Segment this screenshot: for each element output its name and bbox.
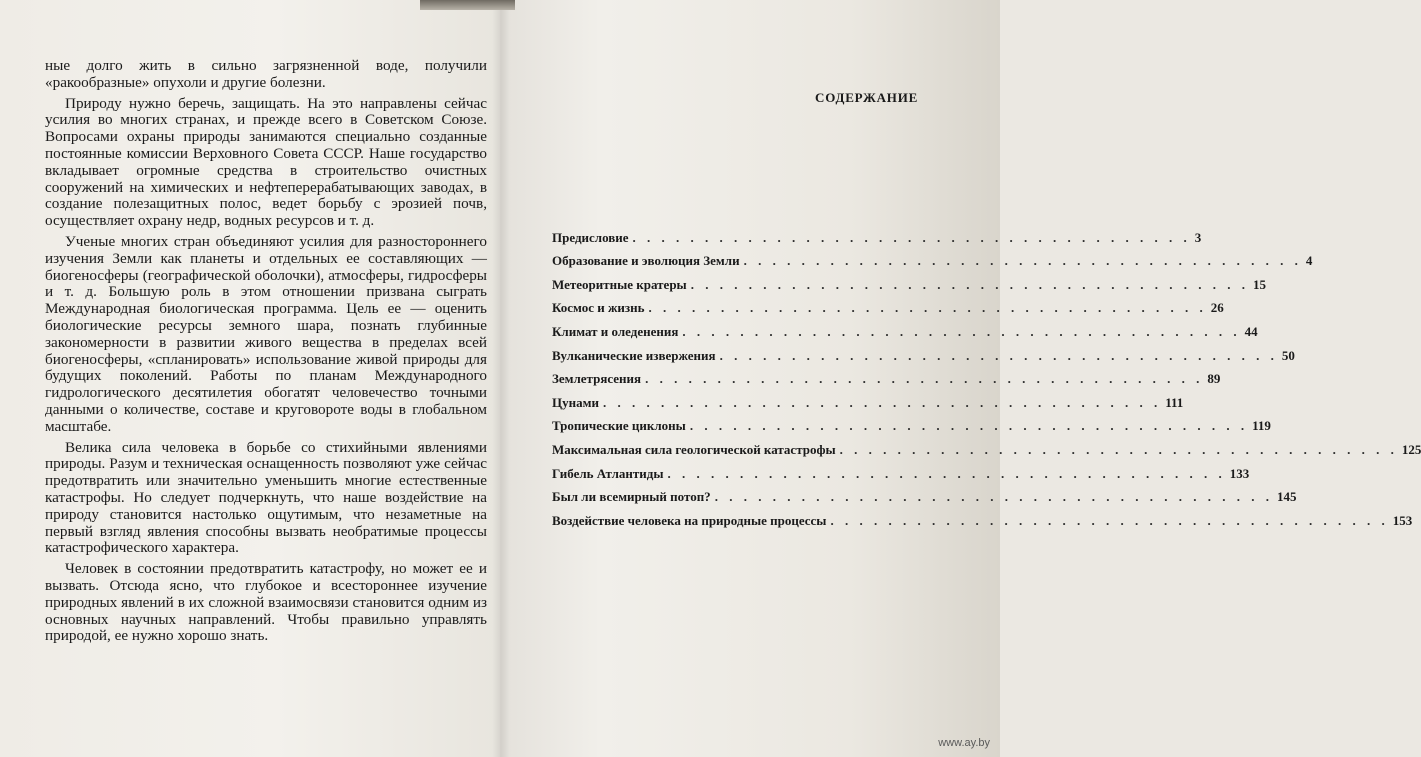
toc-entry-title: Предисловие <box>552 229 629 245</box>
paragraph: Природу нужно беречь, защищать. На это направлены сейчас усилия во многих странах, и прежде всего в Советском Союзе. Вопросами охраны природы занимаются специально созданные постоянные комиссии Верховного Совета СССР. Наше государство вкладывает огромные средства в строительство очистных сооружений на химических и нефтеперерабатывающих заводах, в создание полезащитных полос, ведет борьбу с эрозией почв, осуществляет охрану недр, водных ресурсов и т. д. <box>45 94 487 230</box>
toc-leader-dots: . . . . . . . . . . . . . . . . . . . . . . . . . . . . . . . . . . . . . . . <box>648 300 1207 316</box>
toc-page-number: 119 <box>1252 418 1271 434</box>
toc-page-number: 111 <box>1165 394 1184 410</box>
toc-entry-title: Тропические циклоны <box>552 418 686 434</box>
toc-page-number: 15 <box>1252 276 1266 292</box>
toc-page-number: 89 <box>1207 371 1221 387</box>
toc-entry <box>552 505 1413 529</box>
paragraph: Человек в состоянии предотвратить катастрофу, но может ее и вызвать. Отсюда ясно, что глубокое и всестороннее изучение природных явлений в их сложной взаимосвязи становится одним из основных научных направлений. Чтобы правильно управлять природой, ее нужно хорошо знать. <box>45 560 487 645</box>
toc-entry-title: Метеоритные кратеры <box>552 276 687 292</box>
paragraph: Велика сила человека в борьбе со стихийными явлениями природы. Разум и техническая оснащенность позволяют уже сейчас предотвратить или значительно уменьшить многие естественные катастрофы. Но следует подчеркнуть, что наше воздействие на природу становится настолько ощутимым, что незаметные на первый взгляд явления способны вызвать необратимые процессы катастрофического характера. <box>45 438 487 557</box>
watermark: www.ay.by <box>938 737 990 749</box>
toc-entry-title: Вулканические извержения <box>552 347 716 363</box>
toc-entry <box>552 340 1295 364</box>
toc-entry <box>552 316 1258 340</box>
body-text <box>45 58 487 645</box>
toc-title: СОДЕРЖАНИЕ <box>815 90 919 105</box>
toc-page-number: 50 <box>1281 347 1295 363</box>
toc-entry-title: Космос и жизнь <box>552 300 645 316</box>
toc-leader-dots: . . . . . . . . . . . . . . . . . . . . . . . . . . . . . . . . . . . . . . . <box>719 347 1278 363</box>
toc-entry-title: Был ли всемирный потоп? <box>552 489 711 505</box>
toc-leader-dots: . . . . . . . . . . . . . . . . . . . . . . . . . . . . . . . . . . . . . . . <box>667 465 1226 481</box>
toc-page-number: 145 <box>1276 489 1297 505</box>
toc-page-number: 3 <box>1194 229 1202 245</box>
toc-page-number: 133 <box>1229 465 1250 481</box>
toc-leader-dots: . . . . . . . . . . . . . . . . . . . . . . . . . . . . . . . . . . . . . . . <box>839 441 1398 457</box>
toc-entry-title: Образование и эволюция Земли <box>552 253 740 269</box>
toc-entry-title: Цунами <box>552 394 599 410</box>
top-edge-shadow <box>420 0 515 10</box>
toc-leader-dots: . . . . . . . . . . . . . . . . . . . . . . . . . . . . . . . . . . . . . . . <box>682 323 1241 339</box>
toc-page-number: 44 <box>1244 323 1258 339</box>
toc-page-number: 153 <box>1392 512 1413 528</box>
toc-leader-dots: . . . . . . . . . . . . . . . . . . . . . . . . . . . . . . . . . . . . . . . <box>645 371 1204 387</box>
toc-entry <box>552 482 1297 506</box>
toc-entry <box>552 411 1271 435</box>
toc-entry <box>552 387 1184 411</box>
toc-entry-title: Климат и оледенения <box>552 323 679 339</box>
toc-page-number: 125 <box>1401 441 1421 457</box>
toc-leader-dots: . . . . . . . . . . . . . . . . . . . . . . . . . . . . . . . . . . . . . . . <box>632 229 1191 245</box>
toc-entry <box>552 222 1202 246</box>
toc-entry <box>552 293 1224 317</box>
toc-entry-title: Воздействие человека на природные процессы <box>552 512 827 528</box>
toc-leader-dots: . . . . . . . . . . . . . . . . . . . . . . . . . . . . . . . . . . . . . . . <box>602 394 1162 410</box>
toc-leader-dots: . . . . . . . . . . . . . . . . . . . . . . . . . . . . . . . . . . . . . . . <box>743 253 1302 269</box>
toc-entry-title: Землетрясения <box>552 371 642 387</box>
toc-entry <box>552 458 1250 482</box>
toc-leader-dots: . . . . . . . . . . . . . . . . . . . . . . . . . . . . . . . . . . . . . . . <box>689 418 1249 434</box>
paragraph: ные долго жить в сильно загрязненной воде, получили «ракообразные» опухоли и другие болезни. <box>45 57 487 91</box>
toc-page-number: 26 <box>1210 300 1224 316</box>
toc-leader-dots: . . . . . . . . . . . . . . . . . . . . . . . . . . . . . . . . . . . . . . . <box>690 276 1249 292</box>
paragraph: Ученые многих стран объединяют усилия для разностороннего изучения Земли как планеты и отдельных ее составляющих — биогеносферы (географической оболочки), атмосферы, гидросферы и т. д. Большую роль в этом отношении призвана сыграть Международная биологическая программа. Цель ее — оценить биологические ресурсы земного шара, познать глубинные закономерности в развитии живого вещества в пределах всей биогеносферы, «спланировать» использование живой природы для будущих поколений. Работы по планам Международного гидрологического десятилетия обогатят человечество точными данными о количестве, составе и круговороте воды в глобальном масштабе. <box>45 232 487 435</box>
book-gutter <box>492 0 510 757</box>
toc-entry-title: Максимальная сила геологической катастрофы <box>552 441 836 457</box>
toc-entry <box>552 269 1266 293</box>
toc-entry-title: Гибель Атлантиды <box>552 465 664 481</box>
toc-page-number: 4 <box>1305 253 1313 269</box>
toc-entry <box>552 364 1221 388</box>
toc-entry <box>552 434 1421 458</box>
table-of-contents <box>552 222 1421 529</box>
toc-leader-dots: . . . . . . . . . . . . . . . . . . . . . . . . . . . . . . . . . . . . . . . <box>830 512 1389 528</box>
toc-leader-dots: . . . . . . . . . . . . . . . . . . . . . . . . . . . . . . . . . . . . . . . <box>714 489 1273 505</box>
toc-entry <box>552 246 1313 270</box>
